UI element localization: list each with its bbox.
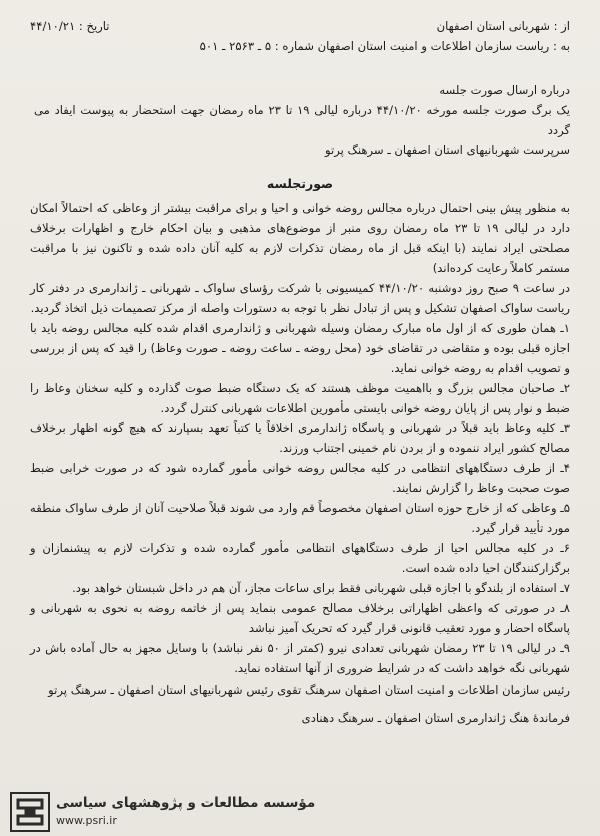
minutes-item-5: ۵ـ وعاظی که از خارج حوزه استان اصفهان مخصوصاً قم وارد می شوند قبلاً صلاحیت آنان از طرف ساواک منطقه مورد تأیید قرار گیرد.	[30, 501, 570, 535]
header-from-row	[30, 16, 570, 36]
watermark-name: مؤسسه مطالعات و پژوهشهای سیاسی	[56, 795, 316, 811]
minutes-item-9: ۹ـ در لیالی ۱۹ تا ۲۳ رمضان شهربانی تعدادی نیرو (کمتر از ۵۰ نفر نباشد) با وسایل مجهز به حال آماده باش در شهربانی نگه خواهد داشت که در شرایط ضروری از آنها استفاده نماید.	[30, 641, 570, 675]
minutes-title: صورتجلسه	[266, 176, 334, 191]
psri-logo-icon	[10, 792, 50, 832]
signature-line-1: رئیس سازمان اطلاعات و امنیت استان اصفهان سرهنگ تقوی رئیس شهربانیهای استان اصفهان ـ سرهنگ پرتو	[48, 683, 570, 697]
minutes-item-3: ۳ـ کلیه وعاظ باید قبلاً در شهربانی و پاسگاه ژاندارمری اخلاقاً یا کتباً تعهد بسپارند که هیچ گونه اظهار برخلاف مصالح کشور ایراد ننموده و از بردن نام خمینی اجتناب ورزند.	[30, 421, 570, 455]
watermark-url: www.psri.ir	[56, 814, 117, 827]
header-from: از : شهربانی استان اصفهان	[436, 19, 570, 33]
minutes-intro	[30, 198, 570, 318]
minutes-item-1: ۱ـ همان طوری که از اول ماه مبارک رمضان وسیله شهربانی و ژاندارمری اقدام شده کلیه مجالس روضه باید با اجازه قبلی بوده و متقاضی در تقاضای خود (محل روضه ـ ساعت روضه ـ صورت وعاظ) را قید که پس از بررسی و تصویب اقدام به روضه خوانی نماید.	[30, 321, 570, 375]
subject-block	[30, 80, 570, 160]
minutes-items	[30, 318, 570, 678]
minutes-item-7: ۷ـ استفاده از بلندگو با اجازه قبلی شهربانی فقط برای ساعات مجاز، آن هم در داخل شبستان خواهد بود.	[72, 581, 570, 595]
subject-body: یک برگ صورت جلسه مورخه ۴۴/۱۰/۲۰ درباره لیالی ۱۹ تا ۲۳ ماه رمضان جهت استحضار به پیوست ایفاد می گردد	[34, 103, 570, 137]
signature-line-2: فرماندهٔ هنگ ژاندارمری استان اصفهان ـ سرهنگ دهنادی	[301, 711, 570, 725]
watermark-text	[56, 795, 315, 829]
subject-title: درباره ارسال صورت جلسه	[439, 83, 570, 97]
minutes-item-6: ۶ـ در کلیه مجالس احیا از طرف دستگاههای انتظامی مأمور گمارده شده و تذکرات لازم به پیشنمازان و برگزارکنندگان احیا داده شده است.	[30, 541, 570, 575]
subject-signer: سرپرست شهربانیهای استان اصفهان ـ سرهنگ پرتو	[325, 143, 570, 157]
minutes-item-4: ۴ـ از طرف دستگاههای انتظامی در کلیه مجالس روضه خوانی مأمور گمارده شود که در صورت خرابی ضبط صوت صحبت وعاظ را گزارش نمایند.	[30, 461, 570, 495]
minutes-item-2: ۲ـ صاحبان مجالس بزرگ و بااهمیت موظف هستند که یک دستگاه ضبط صوت گذارده و کلیه سخنان وعاظ را ضبط و نوار پس از پایان روضه خوانی بایستی مأمورین اطلاعات شهربانی کنترل گردد.	[30, 381, 570, 415]
minutes-paragraph-1: به منظور پیش بینی احتمال درباره مجالس روضه خوانی و احیا و برای مراقبت بیشتر از وعاظی که احتمالاً امکان دارد در لیالی ۱۹ تا ۲۳ ماه رمضان روی منبر از موضوع‌های مذهبی و بیان احکام خارج و اظهارات برخلاف مصلحتی ایراد نمایند (با اینکه قبل از ماه رمضان تذکرات لازم به کلیه آنان داده شده و تاکنون نیز با مراقبت مستمر کاملاً رعایت کرده‌اند)	[30, 201, 570, 275]
minutes-item-8: ۸ـ در صورتی که واعظی اظهاراتی برخلاف مصالح عمومی بنماید پس از خاتمه روضه به نحوی به شهربانی و پاسگاه احضار و مورد تعقیب قانونی قرار گیرد که تحریک آمیز نباشد	[30, 601, 570, 635]
minutes-paragraph-2: در ساعت ۹ صبح روز دوشنبه ۴۴/۱۰/۲۰ کمیسیونی با شرکت رؤسای ساواک ـ شهربانی ـ ژاندارمری در دفتر کار ریاست ساواک اصفهان تشکیل و پس از تبادل نظر با توجه به دستورات واصله از مرکز تصمیمات ذیل اتخاذ گردید.	[30, 281, 571, 315]
watermark	[10, 792, 315, 832]
header-to: به : ریاست سازمان اطلاعات و امنیت استان اصفهان شماره : ۵ ـ ۲۵۶۳ ـ ۵۰۱	[199, 39, 570, 53]
header-date: تاریخ : ۴۴/۱۰/۲۱	[30, 19, 110, 33]
